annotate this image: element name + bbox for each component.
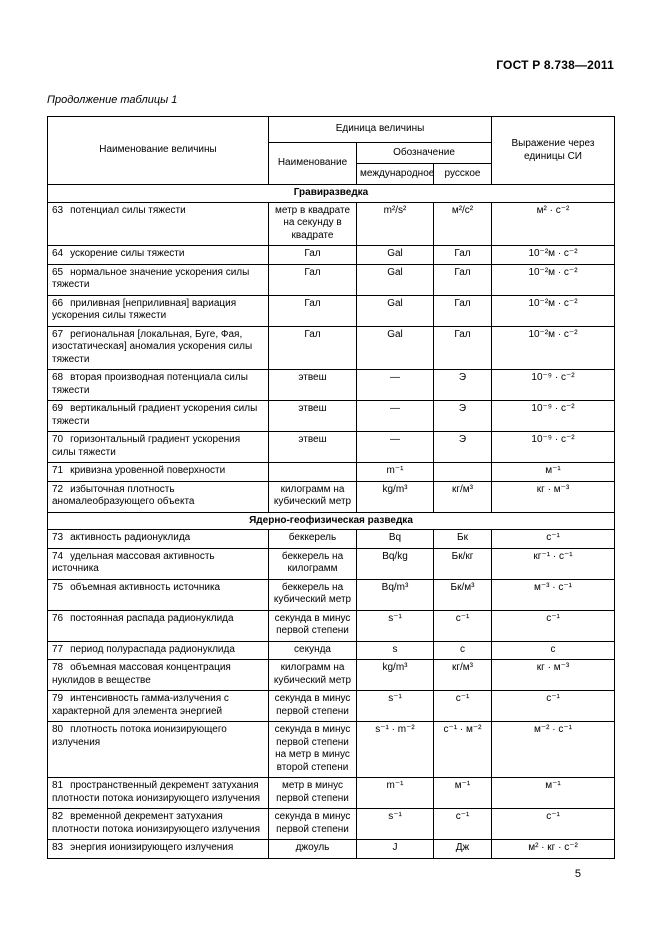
intl-designation-cell: Bq	[357, 530, 434, 549]
quantity-name: период полураспада радионуклида	[70, 643, 235, 655]
si-expression-cell: с⁻¹	[492, 530, 615, 549]
intl-designation-cell: Bq/kg	[357, 548, 434, 579]
rus-designation-cell: м²/с²	[434, 202, 492, 246]
quantity-row	[48, 202, 615, 246]
quantity-name: нормальное значение ускорения силы тяжести	[52, 266, 250, 290]
table-body	[48, 185, 615, 859]
si-expression-cell: кг⁻¹ · с⁻¹	[492, 548, 615, 579]
row-number: 73	[52, 532, 64, 543]
intl-designation-cell: m⁻¹	[357, 778, 434, 809]
quantity-name-cell	[48, 530, 269, 549]
rus-designation-cell: с⁻¹	[434, 610, 492, 641]
unit-name-cell: этвеш	[269, 401, 357, 432]
si-expression-cell: м² · кг · с⁻²	[492, 840, 615, 859]
intl-designation-cell: s⁻¹	[357, 610, 434, 641]
rus-designation-cell: Дж	[434, 840, 492, 859]
quantity-row	[48, 691, 615, 722]
intl-designation-cell: s⁻¹	[357, 809, 434, 840]
quantity-name: постоянная распада радионуклида	[70, 612, 234, 624]
quantity-name: вертикальный градиент ускорения силы тяжести	[52, 403, 258, 427]
quantity-row	[48, 246, 615, 265]
quantity-name: энергия ионизирующего излучения	[70, 842, 234, 853]
quantity-name-cell	[48, 295, 269, 326]
intl-designation-cell: Gal	[357, 326, 434, 370]
header-si-col: Выражение через единицы СИ	[492, 117, 615, 185]
si-expression-cell: 10⁻²м · с⁻²	[492, 264, 615, 295]
quantity-name-cell	[48, 202, 269, 246]
unit-name-cell: этвеш	[269, 370, 357, 401]
quantity-name-cell	[48, 610, 269, 641]
si-expression-cell: 10⁻²м · с⁻²	[492, 326, 615, 370]
quantity-name-cell	[48, 401, 269, 432]
header-unit-group: Единица величины	[269, 117, 492, 143]
quantity-row	[48, 370, 615, 401]
intl-designation-cell: m²/s²	[357, 202, 434, 246]
row-number: 71	[52, 465, 64, 476]
si-expression-cell: м⁻³ · с⁻¹	[492, 579, 615, 610]
quantity-name: региональная [локальная, Буге, Фая, изостатическая] аномалия ускорения силы тяжести	[52, 328, 253, 365]
intl-designation-cell: Gal	[357, 246, 434, 265]
si-expression-cell: с⁻¹	[492, 610, 615, 641]
row-number: 64	[52, 248, 64, 259]
quantity-name-cell	[48, 641, 269, 660]
si-expression-cell: м² · с⁻²	[492, 202, 615, 246]
quantity-row	[48, 778, 615, 809]
quantity-row	[48, 530, 615, 549]
rus-designation-cell: с	[434, 641, 492, 660]
unit-name-cell: секунда в минус первой степени	[269, 610, 357, 641]
table-caption: Продолжение таблицы 1	[47, 94, 178, 106]
quantity-row	[48, 326, 615, 370]
rus-designation-cell: кг/м³	[434, 481, 492, 512]
si-expression-cell: кг · м⁻³	[492, 660, 615, 691]
quantity-name: потенциал силы тяжести	[70, 204, 186, 216]
intl-designation-cell: —	[357, 370, 434, 401]
si-expression-cell: с⁻¹	[492, 691, 615, 722]
row-number: 65	[52, 266, 64, 278]
unit-name-cell: секунда в минус первой степени на метр в минус второй степени	[269, 722, 357, 778]
quantity-name: временной декремент затухания плотности потока ионизирующего излучения	[52, 811, 261, 835]
quantity-row	[48, 579, 615, 610]
si-expression-cell: 10⁻⁹ · с⁻²	[492, 432, 615, 463]
rus-designation-cell: Гал	[434, 295, 492, 326]
row-number: 63	[52, 204, 64, 216]
rus-designation-cell: с⁻¹ · м⁻²	[434, 722, 492, 778]
unit-name-cell: секунда в минус первой степени	[269, 809, 357, 840]
row-number: 72	[52, 483, 64, 495]
quantity-name-cell	[48, 809, 269, 840]
quantity-name-cell	[48, 778, 269, 809]
si-expression-cell: кг · м⁻³	[492, 481, 615, 512]
quantity-name-cell	[48, 246, 269, 265]
rus-designation-cell: Бк/м³	[434, 579, 492, 610]
rus-designation-cell	[434, 463, 492, 482]
row-number: 75	[52, 581, 64, 593]
row-number: 78	[52, 662, 64, 673]
row-number: 83	[52, 842, 64, 853]
intl-designation-cell: s⁻¹	[357, 691, 434, 722]
quantity-row	[48, 809, 615, 840]
quantity-row	[48, 610, 615, 641]
quantity-row	[48, 548, 615, 579]
quantity-name-cell	[48, 660, 269, 691]
quantity-row	[48, 641, 615, 660]
quantity-name: кривизна уровенной поверхности	[70, 465, 226, 476]
quantity-name-cell	[48, 432, 269, 463]
row-number: 82	[52, 811, 64, 822]
row-number: 76	[52, 612, 64, 624]
unit-name-cell: Гал	[269, 264, 357, 295]
si-expression-cell: м⁻¹	[492, 778, 615, 809]
rus-designation-cell: Бк	[434, 530, 492, 549]
unit-name-cell: килограмм на кубический метр	[269, 481, 357, 512]
rus-designation-cell: Э	[434, 370, 492, 401]
row-number: 80	[52, 724, 64, 735]
row-number: 67	[52, 328, 64, 340]
intl-designation-cell: Gal	[357, 264, 434, 295]
quantity-name-cell	[48, 326, 269, 370]
header-designation-international: международное	[357, 164, 434, 185]
quantity-name-cell	[48, 722, 269, 778]
si-expression-cell: с	[492, 641, 615, 660]
unit-name-cell: беккерель	[269, 530, 357, 549]
quantity-name-cell	[48, 691, 269, 722]
row-number: 77	[52, 643, 64, 655]
si-expression-cell: 10⁻²м · с⁻²	[492, 246, 615, 265]
row-number: 70	[52, 434, 64, 445]
section-label: Ядерно-геофизическая разведка	[48, 512, 615, 530]
unit-name-cell: Гал	[269, 246, 357, 265]
quantity-row	[48, 840, 615, 859]
unit-name-cell: джоуль	[269, 840, 357, 859]
quantity-name: активность радионуклида	[70, 532, 191, 543]
header-name-col: Наименование величины	[48, 117, 269, 185]
unit-name-cell: килограмм на кубический метр	[269, 660, 357, 691]
rus-designation-cell: кг/м³	[434, 660, 492, 691]
quantities-table	[47, 116, 615, 859]
quantity-row	[48, 401, 615, 432]
row-number: 69	[52, 403, 64, 414]
unit-name-cell: этвеш	[269, 432, 357, 463]
row-number: 74	[52, 550, 64, 562]
rus-designation-cell: Э	[434, 432, 492, 463]
quantity-row	[48, 463, 615, 482]
quantity-name: вторая производная потенциала силы тяжести	[52, 372, 248, 396]
row-number: 81	[52, 780, 64, 791]
row-number: 66	[52, 297, 64, 309]
si-expression-cell: м⁻² · с⁻¹	[492, 722, 615, 778]
quantity-row	[48, 432, 615, 463]
rus-designation-cell: с⁻¹	[434, 691, 492, 722]
unit-name-cell: метр в минус первой степени	[269, 778, 357, 809]
rus-designation-cell: Бк/кг	[434, 548, 492, 579]
page-number: 5	[574, 867, 581, 880]
quantity-name: объемная активность источника	[70, 581, 221, 593]
header-unit-name: Наименование	[269, 143, 357, 185]
quantity-row	[48, 660, 615, 691]
rus-designation-cell: Э	[434, 401, 492, 432]
row-number: 68	[52, 372, 64, 383]
intl-designation-cell: —	[357, 432, 434, 463]
quantity-row	[48, 481, 615, 512]
quantity-name: приливная [неприливная] вариация ускорения силы тяжести	[52, 297, 237, 321]
unit-name-cell: Гал	[269, 295, 357, 326]
rus-designation-cell: Гал	[434, 246, 492, 265]
intl-designation-cell: s	[357, 641, 434, 660]
quantity-name-cell	[48, 548, 269, 579]
quantity-name-cell	[48, 370, 269, 401]
quantity-name: пространственный декремент затухания плотности потока ионизирующего излучения	[52, 780, 261, 804]
intl-designation-cell: —	[357, 401, 434, 432]
header-designation-russian: русское	[434, 164, 492, 185]
quantity-row	[48, 722, 615, 778]
quantity-row	[48, 264, 615, 295]
intl-designation-cell: kg/m³	[357, 481, 434, 512]
section-row	[48, 512, 615, 530]
si-expression-cell: с⁻¹	[492, 809, 615, 840]
quantity-name: избыточная плотность аномалеобразующего объекта	[52, 483, 195, 507]
unit-name-cell: метр в квадрате на секунду в квадрате	[269, 202, 357, 246]
quantity-name-cell	[48, 463, 269, 482]
quantity-name: объемная массовая концентрация нуклидов в веществе	[52, 662, 231, 686]
rus-designation-cell: Гал	[434, 264, 492, 295]
header-row-1	[48, 117, 615, 143]
intl-designation-cell: m⁻¹	[357, 463, 434, 482]
intl-designation-cell: Bq/m³	[357, 579, 434, 610]
si-expression-cell: м⁻¹	[492, 463, 615, 482]
quantity-name: ускорение силы тяжести	[70, 248, 185, 259]
quantity-name-cell	[48, 264, 269, 295]
unit-name-cell: беккерель на килограмм	[269, 548, 357, 579]
rus-designation-cell: м⁻¹	[434, 778, 492, 809]
quantity-name-cell	[48, 840, 269, 859]
intl-designation-cell: s⁻¹ · m⁻²	[357, 722, 434, 778]
quantity-row	[48, 295, 615, 326]
unit-name-cell	[269, 463, 357, 482]
section-label: Гравиразведка	[48, 185, 615, 203]
si-expression-cell: 10⁻⁹ · с⁻²	[492, 370, 615, 401]
section-row	[48, 185, 615, 203]
quantity-name: удельная массовая активность источника	[52, 550, 215, 574]
header-designation-group: Обозначение	[357, 143, 492, 164]
unit-name-cell: беккерель на кубический метр	[269, 579, 357, 610]
rus-designation-cell: с⁻¹	[434, 809, 492, 840]
unit-name-cell: секунда	[269, 641, 357, 660]
unit-name-cell: Гал	[269, 326, 357, 370]
quantity-name-cell	[48, 579, 269, 610]
row-number: 79	[52, 693, 64, 704]
intl-designation-cell: kg/m³	[357, 660, 434, 691]
intl-designation-cell: J	[357, 840, 434, 859]
intl-designation-cell: Gal	[357, 295, 434, 326]
document-number: ГОСТ Р 8.738—2011	[496, 58, 614, 72]
si-expression-cell: 10⁻⁹ · с⁻²	[492, 401, 615, 432]
quantity-name-cell	[48, 481, 269, 512]
table-header	[48, 117, 615, 185]
si-expression-cell: 10⁻²м · с⁻²	[492, 295, 615, 326]
quantity-name: плотность потока ионизирующего излучения	[52, 724, 227, 748]
quantity-name: интенсивность гамма-излучения с характерной для элемента энергией	[52, 693, 229, 717]
quantity-name: горизонтальный градиент ускорения силы тяжести	[52, 434, 241, 458]
unit-name-cell: секунда в минус первой степени	[269, 691, 357, 722]
rus-designation-cell: Гал	[434, 326, 492, 370]
